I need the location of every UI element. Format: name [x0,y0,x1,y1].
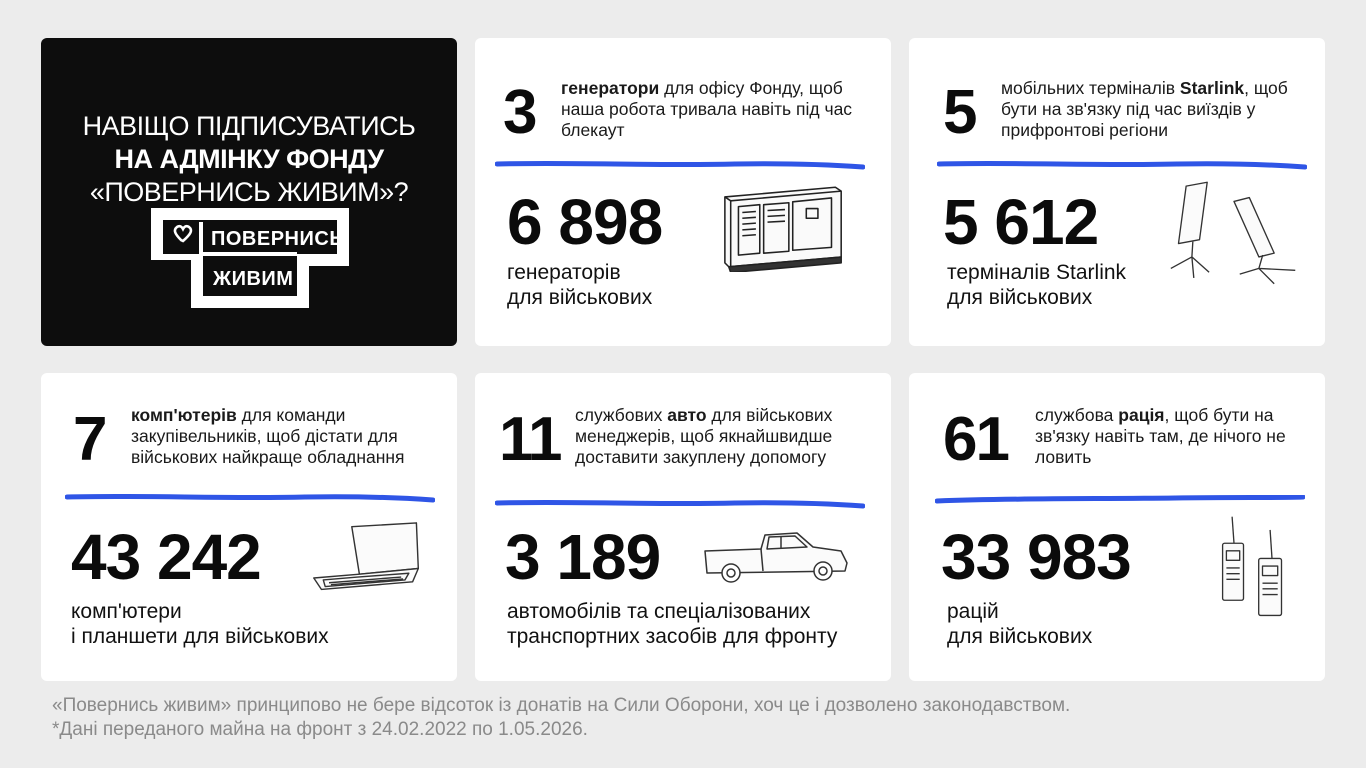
small-number: 5 [943,78,976,147]
desc-pre: службова [1035,405,1119,425]
caption-line2: для військових [507,286,653,309]
blue-underline [495,160,865,170]
blue-underline [65,493,435,503]
intro-title-line1: НАВІЩО ПІДПИСУВАТИСЬ [82,111,416,141]
small-number: 61 [943,405,1008,474]
big-number: 43 242 [71,521,261,593]
desc-rest: , щоб бути на зв'язку під час виїздів у прифронтові регіони [1001,78,1288,140]
card-description [575,405,875,468]
caption-line2: для військових [947,625,1093,648]
caption [507,599,837,649]
starlink-terminal-icon [1167,178,1301,288]
footer-disclaimer: «Повернись живим» принципово не бере відсоток із донатів на Сили Оборони, хоч це і дозволено законодавством. [52,695,1071,716]
big-number: 33 983 [941,521,1131,593]
big-number: 3 189 [505,521,661,593]
desc-rest: , щоб бути на зв'язку навіть там, де нічого не ловить [1035,405,1286,467]
radio-icon [1215,513,1291,621]
desc-pre: службових [575,405,668,425]
card-starlink [909,38,1325,346]
blue-underline [495,499,865,509]
big-number: 6 898 [507,186,663,258]
intro-title [41,110,457,209]
caption [507,260,652,310]
small-number: 11 [499,405,561,474]
caption-line1: автомобілів та спеціалізованих [507,600,811,623]
caption-line1: терміналів Starlink [947,261,1127,284]
small-number: 3 [503,78,536,147]
caption-line2: і планшети для військових [71,625,329,648]
desc-bold: авто [667,405,707,425]
card-description [1035,405,1295,468]
caption-line2: для військових [947,286,1093,309]
desc-rest: для офісу Фонду, щоб наша робота тривала навіть під час блекаут [561,78,853,140]
desc-pre: мобільних терміналів [1001,78,1180,98]
blue-underline [937,160,1307,170]
card-radios [909,373,1325,681]
povernys-zhyvym-logo [151,208,349,308]
caption-line1: генераторів [507,261,621,284]
big-number: 5 612 [943,186,1099,258]
laptop-icon [309,521,425,597]
card-description [131,405,431,468]
blue-underline [935,495,1305,505]
desc-bold: комп'ютерів [131,405,237,425]
generator-icon [721,182,847,272]
logo-text-line1: ПОВЕРНИСЬ [211,228,345,250]
caption [947,599,1092,649]
card-description [561,78,861,141]
caption [71,599,329,649]
desc-bold: рація [1118,405,1165,425]
caption-line1: комп'ютери [71,600,182,623]
desc-rest: для військових менеджерів, щоб якнайшвидше доставити закуплену допомогу [575,405,833,467]
intro-card [41,38,457,346]
card-description [1001,78,1301,141]
intro-title-line2: НА АДМІНКУ ФОНДУ [114,144,384,174]
pickup-truck-icon [701,527,851,587]
caption [947,260,1126,310]
card-generators [475,38,891,346]
footer-date-note: *Дані переданого майна на фронт з 24.02.2022 по 1.05.2026. [52,719,588,740]
desc-bold: Starlink [1179,78,1245,98]
desc-bold: генератори [561,78,660,98]
caption-line1: рацій [947,600,999,623]
desc-rest: для команди закупівельників, щоб дістати для військових найкраще обладнання [131,405,405,467]
card-computers [41,373,457,681]
small-number: 7 [73,405,106,474]
logo-text-line2: ЖИВИМ [213,268,294,290]
card-cars [475,373,891,681]
caption-line2: транспортних засобів для фронту [507,625,838,648]
intro-title-line3: «ПОВЕРНИСЬ ЖИВИМ»? [89,177,409,207]
